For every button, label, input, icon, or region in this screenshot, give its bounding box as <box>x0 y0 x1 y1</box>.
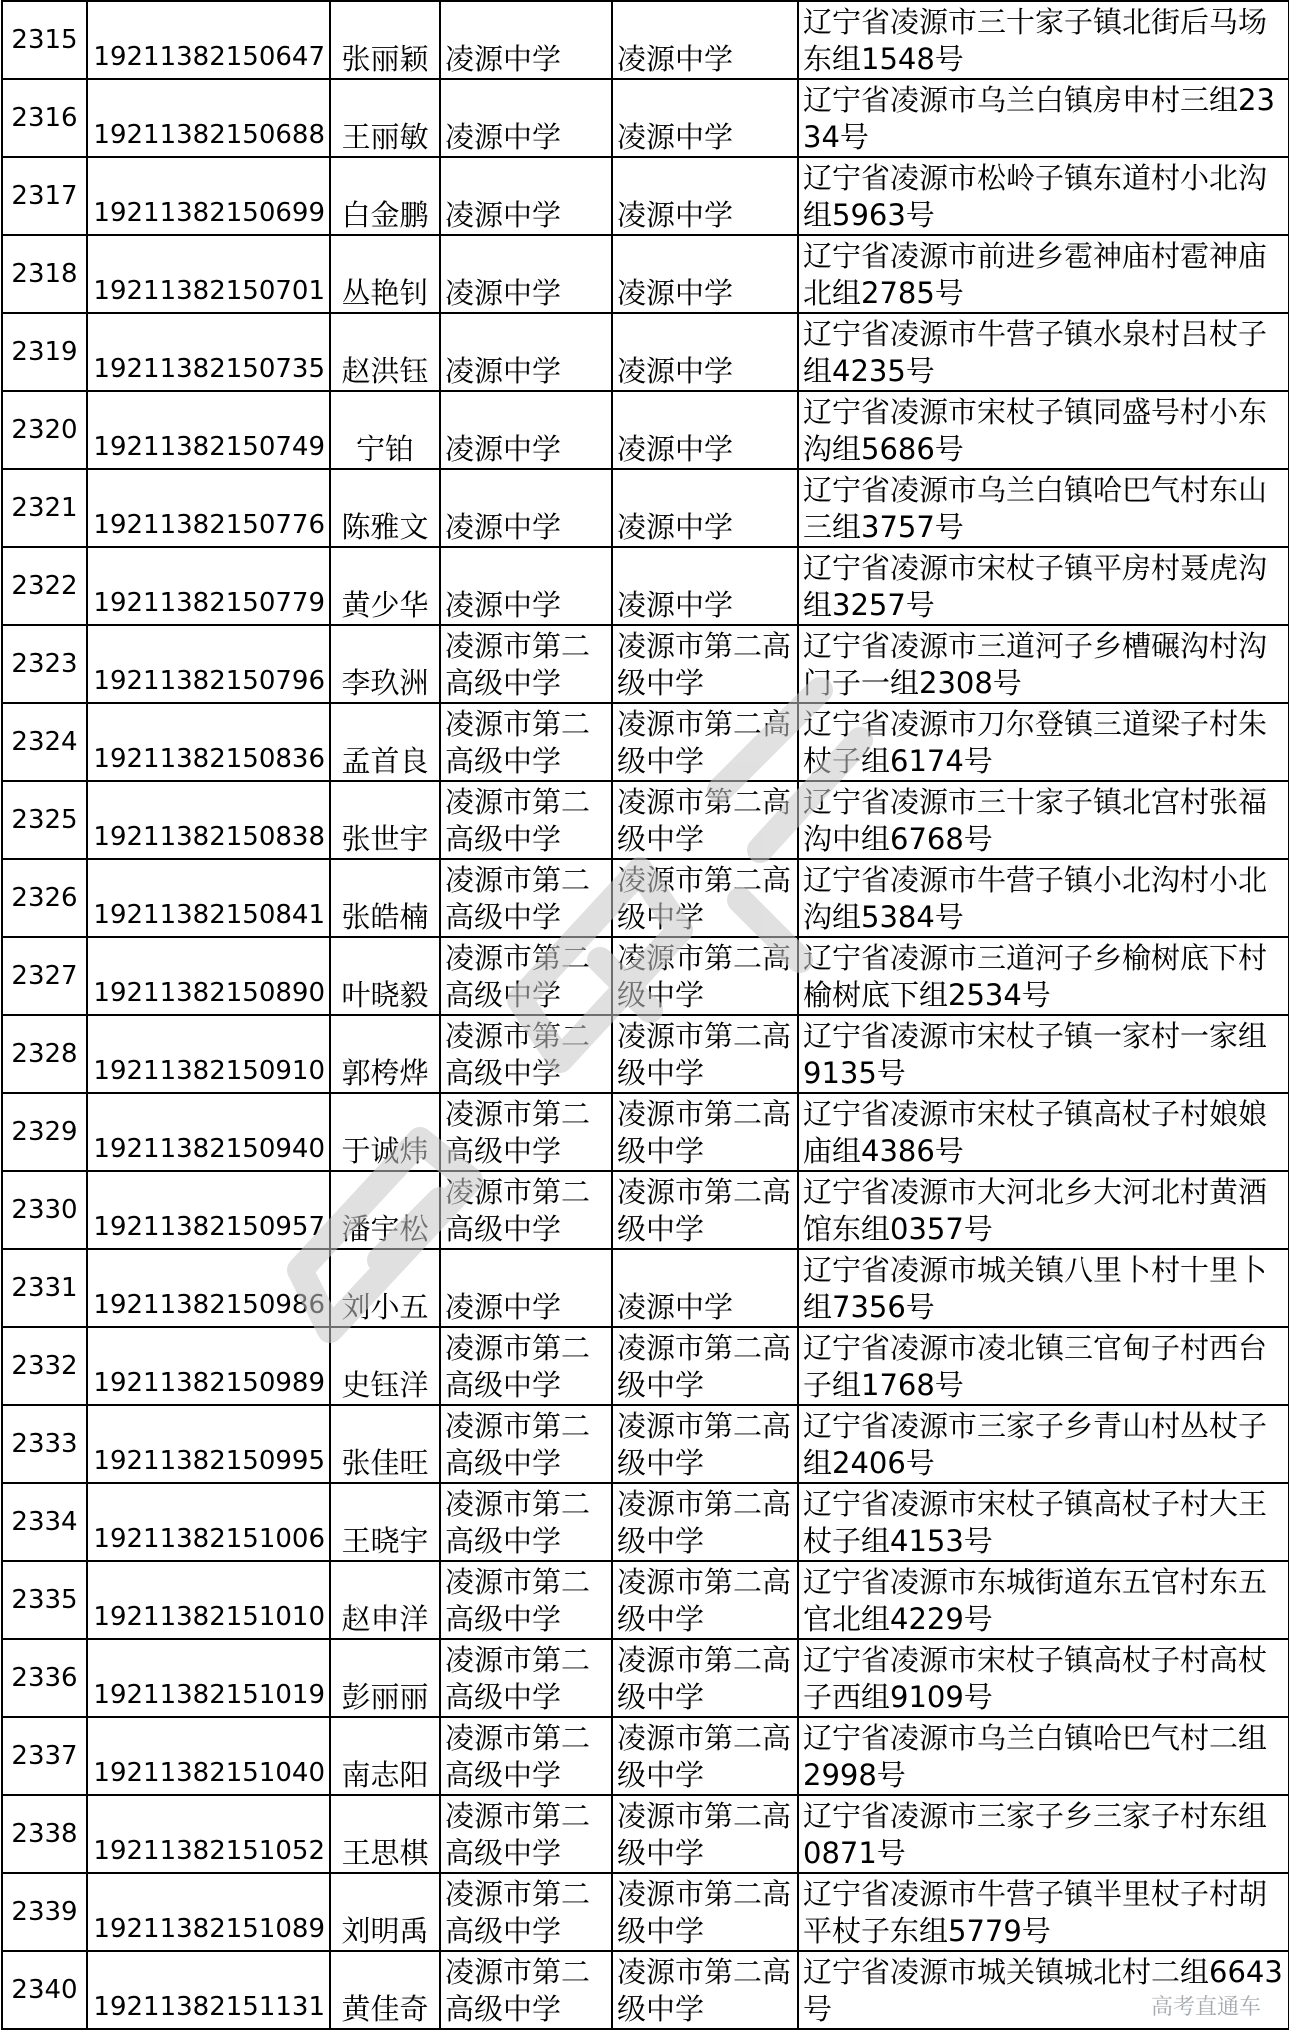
student-name-cell: 南志阳 <box>330 1717 440 1795</box>
admitted-school-cell: 凌源市第二高级中学 <box>612 1873 798 1951</box>
student-name-cell: 陈雅文 <box>330 469 440 547</box>
table-row <box>2 859 1289 937</box>
student-name-cell: 王思棋 <box>330 1795 440 1873</box>
student-name-cell: 张皓楠 <box>330 859 440 937</box>
student-name-cell: 李玖洲 <box>330 625 440 703</box>
student-name-cell: 叶晓毅 <box>330 937 440 1015</box>
row-number-cell: 2322 <box>2 547 87 625</box>
graduated-school-cell: 凌源中学 <box>440 547 612 625</box>
exam-number-cell: 19211382150735 <box>87 313 330 391</box>
exam-number-cell: 19211382150986 <box>87 1249 330 1327</box>
admitted-school-cell: 凌源市第二高级中学 <box>612 1795 798 1873</box>
student-name-cell: 潘宇松 <box>330 1171 440 1249</box>
row-number-cell: 2331 <box>2 1249 87 1327</box>
admitted-school-cell: 凌源市第二高级中学 <box>612 1639 798 1717</box>
graduated-school-cell: 凌源中学 <box>440 1249 612 1327</box>
row-number-cell: 2339 <box>2 1873 87 1951</box>
admitted-school-cell: 凌源市第二高级中学 <box>612 859 798 937</box>
student-name-cell: 王丽敏 <box>330 79 440 157</box>
table-row <box>2 547 1289 625</box>
home-address-cell: 辽宁省凌源市三道河子乡榆树底下村榆树底下组2534号 <box>798 937 1289 1015</box>
student-name-cell: 赵申洋 <box>330 1561 440 1639</box>
exam-number-cell: 19211382151052 <box>87 1795 330 1873</box>
table-row <box>2 1795 1289 1873</box>
row-number-cell: 2340 <box>2 1951 87 2029</box>
exam-number-cell: 19211382150688 <box>87 79 330 157</box>
graduated-school-cell: 凌源市第二高级中学 <box>440 1561 612 1639</box>
exam-number-cell: 19211382150995 <box>87 1405 330 1483</box>
graduated-school-cell: 凌源中学 <box>440 469 612 547</box>
row-number-cell: 2327 <box>2 937 87 1015</box>
student-name-cell: 张丽颖 <box>330 1 440 79</box>
graduated-school-cell: 凌源中学 <box>440 313 612 391</box>
graduated-school-cell: 凌源市第二高级中学 <box>440 1873 612 1951</box>
table-row <box>2 1093 1289 1171</box>
student-name-cell: 宁铂 <box>330 391 440 469</box>
row-number-cell: 2334 <box>2 1483 87 1561</box>
home-address-cell: 辽宁省凌源市乌兰白镇哈巴气村二组2998号 <box>798 1717 1289 1795</box>
graduated-school-cell: 凌源市第二高级中学 <box>440 1171 612 1249</box>
home-address-cell: 辽宁省凌源市宋杖子镇高杖子村高杖子西组9109号 <box>798 1639 1289 1717</box>
graduated-school-cell: 凌源中学 <box>440 157 612 235</box>
graduated-school-cell: 凌源市第二高级中学 <box>440 937 612 1015</box>
row-number-cell: 2333 <box>2 1405 87 1483</box>
exam-number-cell: 19211382150749 <box>87 391 330 469</box>
exam-number-cell: 19211382150836 <box>87 703 330 781</box>
home-address-cell: 辽宁省凌源市前进乡雹神庙村雹神庙北组2785号 <box>798 235 1289 313</box>
admitted-school-cell: 凌源中学 <box>612 547 798 625</box>
row-number-cell: 2328 <box>2 1015 87 1093</box>
admitted-school-cell: 凌源市第二高级中学 <box>612 703 798 781</box>
row-number-cell: 2335 <box>2 1561 87 1639</box>
graduated-school-cell: 凌源市第二高级中学 <box>440 703 612 781</box>
admitted-school-cell: 凌源中学 <box>612 79 798 157</box>
corner-logo: 高考直通车 <box>1150 1995 1261 2020</box>
exam-number-cell: 19211382150796 <box>87 625 330 703</box>
row-number-cell: 2319 <box>2 313 87 391</box>
admitted-school-cell: 凌源市第二高级中学 <box>612 1171 798 1249</box>
graduated-school-cell: 凌源中学 <box>440 235 612 313</box>
row-number-cell: 2315 <box>2 1 87 79</box>
student-name-cell: 史钰洋 <box>330 1327 440 1405</box>
table-row <box>2 1015 1289 1093</box>
row-number-cell: 2326 <box>2 859 87 937</box>
table-row <box>2 469 1289 547</box>
graduated-school-cell: 凌源中学 <box>440 391 612 469</box>
student-name-cell: 孟首良 <box>330 703 440 781</box>
table-row <box>2 781 1289 859</box>
home-address-cell: 辽宁省凌源市宋杖子镇高杖子村大王杖子组4153号 <box>798 1483 1289 1561</box>
home-address-cell: 辽宁省凌源市牛营子镇小北沟村小北沟组5384号 <box>798 859 1289 937</box>
exam-number-cell: 19211382150910 <box>87 1015 330 1093</box>
exam-number-cell: 19211382151089 <box>87 1873 330 1951</box>
exam-number-cell: 19211382150957 <box>87 1171 330 1249</box>
admitted-school-cell: 凌源市第二高级中学 <box>612 1951 798 2029</box>
table-row <box>2 1327 1289 1405</box>
exam-number-cell: 19211382150841 <box>87 859 330 937</box>
admitted-school-cell: 凌源市第二高级中学 <box>612 625 798 703</box>
home-address-cell: 辽宁省凌源市城关镇城北村二组6643号 <box>798 1951 1289 2029</box>
exam-number-cell: 19211382150776 <box>87 469 330 547</box>
exam-number-cell: 19211382150701 <box>87 235 330 313</box>
home-address-cell: 辽宁省凌源市宋杖子镇平房村聂虎沟组3257号 <box>798 547 1289 625</box>
table-row <box>2 1639 1289 1717</box>
home-address-cell: 辽宁省凌源市三十家子镇北宫村张福沟中组6768号 <box>798 781 1289 859</box>
graduated-school-cell: 凌源市第二高级中学 <box>440 1483 612 1561</box>
admitted-school-cell: 凌源市第二高级中学 <box>612 1483 798 1561</box>
row-number-cell: 2317 <box>2 157 87 235</box>
admitted-school-cell: 凌源市第二高级中学 <box>612 781 798 859</box>
student-name-cell: 丛艳钊 <box>330 235 440 313</box>
admitted-school-cell: 凌源中学 <box>612 469 798 547</box>
student-name-cell: 刘小五 <box>330 1249 440 1327</box>
graduated-school-cell: 凌源市第二高级中学 <box>440 1717 612 1795</box>
student-name-cell: 于诚炜 <box>330 1093 440 1171</box>
student-name-cell: 彭丽丽 <box>330 1639 440 1717</box>
row-number-cell: 2318 <box>2 235 87 313</box>
student-roster-table <box>1 0 1289 2030</box>
graduated-school-cell: 凌源市第二高级中学 <box>440 1639 612 1717</box>
admitted-school-cell: 凌源中学 <box>612 157 798 235</box>
exam-number-cell: 19211382150779 <box>87 547 330 625</box>
home-address-cell: 辽宁省凌源市大河北乡大河北村黄酒馆东组0357号 <box>798 1171 1289 1249</box>
table-row <box>2 391 1289 469</box>
home-address-cell: 辽宁省凌源市城关镇八里卜村十里卜组7356号 <box>798 1249 1289 1327</box>
graduated-school-cell: 凌源市第二高级中学 <box>440 1327 612 1405</box>
table-row <box>2 1561 1289 1639</box>
exam-number-cell: 19211382150989 <box>87 1327 330 1405</box>
home-address-cell: 辽宁省凌源市松岭子镇东道村小北沟组5963号 <box>798 157 1289 235</box>
home-address-cell: 辽宁省凌源市刀尔登镇三道梁子村朱杖子组6174号 <box>798 703 1289 781</box>
exam-number-cell: 19211382151131 <box>87 1951 330 2029</box>
table-row <box>2 1171 1289 1249</box>
exam-number-cell: 19211382150838 <box>87 781 330 859</box>
row-number-cell: 2323 <box>2 625 87 703</box>
home-address-cell: 辽宁省凌源市凌北镇三官甸子村西台子组1768号 <box>798 1327 1289 1405</box>
graduated-school-cell: 凌源市第二高级中学 <box>440 781 612 859</box>
admitted-school-cell: 凌源市第二高级中学 <box>612 1405 798 1483</box>
table-row <box>2 79 1289 157</box>
graduated-school-cell: 凌源市第二高级中学 <box>440 1093 612 1171</box>
student-name-cell: 黄佳奇 <box>330 1951 440 2029</box>
admitted-school-cell: 凌源中学 <box>612 313 798 391</box>
row-number-cell: 2337 <box>2 1717 87 1795</box>
student-name-cell: 郭桍烨 <box>330 1015 440 1093</box>
table-row <box>2 157 1289 235</box>
student-name-cell: 黄少华 <box>330 547 440 625</box>
home-address-cell: 辽宁省凌源市牛营子镇水泉村吕杖子组4235号 <box>798 313 1289 391</box>
graduated-school-cell: 凌源市第二高级中学 <box>440 1015 612 1093</box>
student-name-cell: 王晓宇 <box>330 1483 440 1561</box>
row-number-cell: 2332 <box>2 1327 87 1405</box>
exam-number-cell: 19211382151006 <box>87 1483 330 1561</box>
home-address-cell: 辽宁省凌源市牛营子镇半里杖子村胡平杖子东组5779号 <box>798 1873 1289 1951</box>
home-address-cell: 辽宁省凌源市三十家子镇北街后马场东组1548号 <box>798 1 1289 79</box>
roster-body <box>2 1 1289 2029</box>
home-address-cell: 辽宁省凌源市三家子乡青山村丛杖子组2406号 <box>798 1405 1289 1483</box>
exam-number-cell: 19211382151010 <box>87 1561 330 1639</box>
table-row <box>2 1873 1289 1951</box>
admitted-school-cell: 凌源市第二高级中学 <box>612 1561 798 1639</box>
exam-number-cell: 19211382150699 <box>87 157 330 235</box>
table-row <box>2 1483 1289 1561</box>
row-number-cell: 2324 <box>2 703 87 781</box>
home-address-cell: 辽宁省凌源市宋杖子镇高杖子村娘娘庙组4386号 <box>798 1093 1289 1171</box>
student-name-cell: 刘明禹 <box>330 1873 440 1951</box>
row-number-cell: 2336 <box>2 1639 87 1717</box>
home-address-cell: 辽宁省凌源市乌兰白镇房申村三组2334号 <box>798 79 1289 157</box>
table-row <box>2 937 1289 1015</box>
row-number-cell: 2329 <box>2 1093 87 1171</box>
row-number-cell: 2321 <box>2 469 87 547</box>
exam-number-cell: 19211382150647 <box>87 1 330 79</box>
table-row <box>2 313 1289 391</box>
exam-number-cell: 19211382150940 <box>87 1093 330 1171</box>
home-address-cell: 辽宁省凌源市乌兰白镇哈巴气村东山三组3757号 <box>798 469 1289 547</box>
student-name-cell: 赵洪钰 <box>330 313 440 391</box>
row-number-cell: 2330 <box>2 1171 87 1249</box>
admitted-school-cell: 凌源中学 <box>612 1 798 79</box>
exam-number-cell: 19211382151019 <box>87 1639 330 1717</box>
admitted-school-cell: 凌源市第二高级中学 <box>612 1015 798 1093</box>
row-number-cell: 2320 <box>2 391 87 469</box>
graduated-school-cell: 凌源市第二高级中学 <box>440 1405 612 1483</box>
admitted-school-cell: 凌源市第二高级中学 <box>612 937 798 1015</box>
admitted-school-cell: 凌源中学 <box>612 235 798 313</box>
home-address-cell: 辽宁省凌源市宋杖子镇一家村一家组9135号 <box>798 1015 1289 1093</box>
table-row <box>2 235 1289 313</box>
row-number-cell: 2338 <box>2 1795 87 1873</box>
exam-number-cell: 19211382151040 <box>87 1717 330 1795</box>
table-row <box>2 703 1289 781</box>
admitted-school-cell: 凌源中学 <box>612 391 798 469</box>
graduated-school-cell: 凌源中学 <box>440 1 612 79</box>
graduated-school-cell: 凌源中学 <box>440 79 612 157</box>
admitted-school-cell: 凌源中学 <box>612 1249 798 1327</box>
admitted-school-cell: 凌源市第二高级中学 <box>612 1717 798 1795</box>
graduated-school-cell: 凌源市第二高级中学 <box>440 859 612 937</box>
table-row <box>2 1717 1289 1795</box>
student-name-cell: 张世宇 <box>330 781 440 859</box>
table-row <box>2 1951 1289 2029</box>
graduated-school-cell: 凌源市第二高级中学 <box>440 1951 612 2029</box>
admitted-school-cell: 凌源市第二高级中学 <box>612 1327 798 1405</box>
graduated-school-cell: 凌源市第二高级中学 <box>440 625 612 703</box>
home-address-cell: 辽宁省凌源市东城街道东五官村东五官北组4229号 <box>798 1561 1289 1639</box>
table-row <box>2 1249 1289 1327</box>
home-address-cell: 辽宁省凌源市宋杖子镇同盛号村小东沟组5686号 <box>798 391 1289 469</box>
student-name-cell: 白金鹏 <box>330 157 440 235</box>
admitted-school-cell: 凌源市第二高级中学 <box>612 1093 798 1171</box>
home-address-cell: 辽宁省凌源市三家子乡三家子村东组0871号 <box>798 1795 1289 1873</box>
exam-number-cell: 19211382150890 <box>87 937 330 1015</box>
table-row <box>2 625 1289 703</box>
home-address-cell: 辽宁省凌源市三道河子乡槽碾沟村沟门子一组2308号 <box>798 625 1289 703</box>
student-name-cell: 张佳旺 <box>330 1405 440 1483</box>
graduated-school-cell: 凌源市第二高级中学 <box>440 1795 612 1873</box>
row-number-cell: 2325 <box>2 781 87 859</box>
row-number-cell: 2316 <box>2 79 87 157</box>
table-row <box>2 1405 1289 1483</box>
table-row <box>2 1 1289 79</box>
